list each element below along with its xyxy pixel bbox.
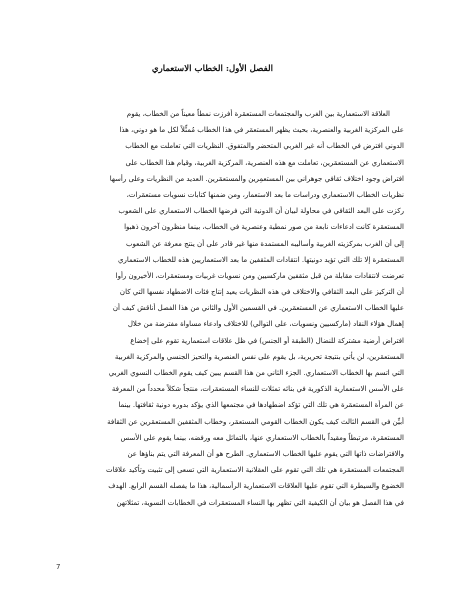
text-line: عن المرأة المستعمَرة هي تلك التي تؤكد اضطهادها في مجتمعها الذي يؤكد بدوره دونية ثقافتها. بينما xyxy=(118,401,404,410)
text-line: افتراض وجود اختلاف ثقافي جوهراني بين المستعمِرين والمستعمَرين. العديد من النظريات وعلى رأسها xyxy=(109,174,404,183)
text-line: الاستعماري عن المستعمَرين، تعاملت مع هذه العنصرية، المركزية الغربية، وقيام هذا الخطاب على xyxy=(125,158,404,167)
text-line: إهمال هؤلاء النقاد (ماركسيين ونسويات، على التوالي) للاختلاف وادعاء مساواة مفترضة من خلال xyxy=(127,320,404,329)
text-line: على الأسس الاستعمارية الذكورية في بنائه تمثلات للنساء المستعمَرات، منتجاً شكلاً محدداً من المعرفة xyxy=(111,385,404,394)
text-line: تعرضت لانتقادات مقابلة من قبل مثقفين ماركسيين ومن نسويات غربيات ومستعمَرات، الأخيرون رأوا xyxy=(115,271,404,280)
chapter-heading: الفصل الأول: الخطاب الاستعماري xyxy=(151,64,273,74)
text-line: المجتمعات المستعمَرة هي تلك التي تقوم على العقلانية الاستعمارية التي تسعى إلى تثبيت وتأكيد علاقات xyxy=(105,466,404,475)
text-line: في هذا الفصل هو بيان أن الكيفية التي تظهر بها النساء المستعمَرات في الخطابات النسوية، تمثلاتهن xyxy=(116,498,404,507)
text-line: ركزت على البعد الثقافي في محاولة لبيان أن الدونية التي فرضها الخطاب الاستعماري على الشعوب xyxy=(118,207,404,216)
text-line: افتراض أرضية مشتركة للنضال (الطبقة أو الجنس) في ظل علاقات استعمارية تقوم على إخضاع xyxy=(130,336,404,345)
text-line: والافتراضات ذاتها التي يقوم عليها الخطاب الاستعماري. الطرح هو أن المعرفة التي يتم بناؤها عن xyxy=(127,449,404,458)
text-line: عليها الخطاب الاستعماري عن المستعمَرين. في القسمين الأول والثاني من هذا الفصل أناقش كيف أن xyxy=(112,304,404,313)
text-line: على المركزية الغربية والعنصرية، بحيث يظهر المستعمَر في هذا الخطاب مُمثِّلاً لكل ما هو دوني، هذا xyxy=(119,126,404,135)
text-line: المستعمَرة، مرتبطاً ومقيداً بالخطاب الاستعماري عنها، بالتماثل معه ورفضه، بينما يقوم على الأسس xyxy=(120,433,404,442)
text-line: المستعمَرة إلا تلك التي تؤيد دونيتها. انتقادات المثقفين ما بعد الاستعماريين هذه للخطاب الاستعماري xyxy=(118,255,404,264)
text-line: إلى أن الغرب بمركزيته الغربية وأساليبه المستمدة منها غير قادر على أن ينتج معرفة عن الشعوب xyxy=(125,239,404,248)
text-line: أبيِّن في القسم الثالث كيف يكون الخطاب القومي المستعمَر، وخطاب المثقفين المستعمَرين عن الثقافة xyxy=(107,417,404,426)
text-line: الدوني افترض في الخطاب أنه غير الغربي المتحضر والمتفوق. النظريات التي تعاملت مع الخطاب xyxy=(125,142,404,151)
text-line: الخضوع والسيطرة التي تقوم عليها العلاقات الاستعمارية الرأسمالية، هذا ما يفصله القسم الرابع. الهدف xyxy=(108,482,404,491)
body-paragraph xyxy=(56,106,404,511)
text-line: نظريات الخطاب الاستعماري ودراسات ما بعد الاستعمار، ومن ضمنها كتابات نسويات مستعمَرات، xyxy=(126,190,404,199)
text-line: التي اتسم بها الخطاب الاستعماري. الجزء الثاني من هذا القسم يبين كيف يقوم الخطاب النسوي الغربي xyxy=(108,369,404,377)
text-line: أن التركيز على البعد الثقافي والاختلاف في هذه النظريات يعيد إنتاج فئات الاضطهاد نفسها التي كان xyxy=(119,288,404,297)
page-number: 7 xyxy=(56,563,61,571)
text-line: المستعمَرين، لن يأتي بنتيجة تحريرية، بل يقوم على نفس العنصرية والتحيز الجنسي والمركزية الغربية xyxy=(114,352,404,361)
text-line: المستعمَرة كانت ادعاءات نابعة من صور نمطية وعنصرية في الخطاب، بينما منظرون آخرون ذهبوا xyxy=(124,223,404,232)
text-line: العلاقة الاستعمارية بين الغرب والمجتمعات المستعمَرة أفرزت نمطاً معيناً من الخطاب، يقوم xyxy=(126,110,390,118)
